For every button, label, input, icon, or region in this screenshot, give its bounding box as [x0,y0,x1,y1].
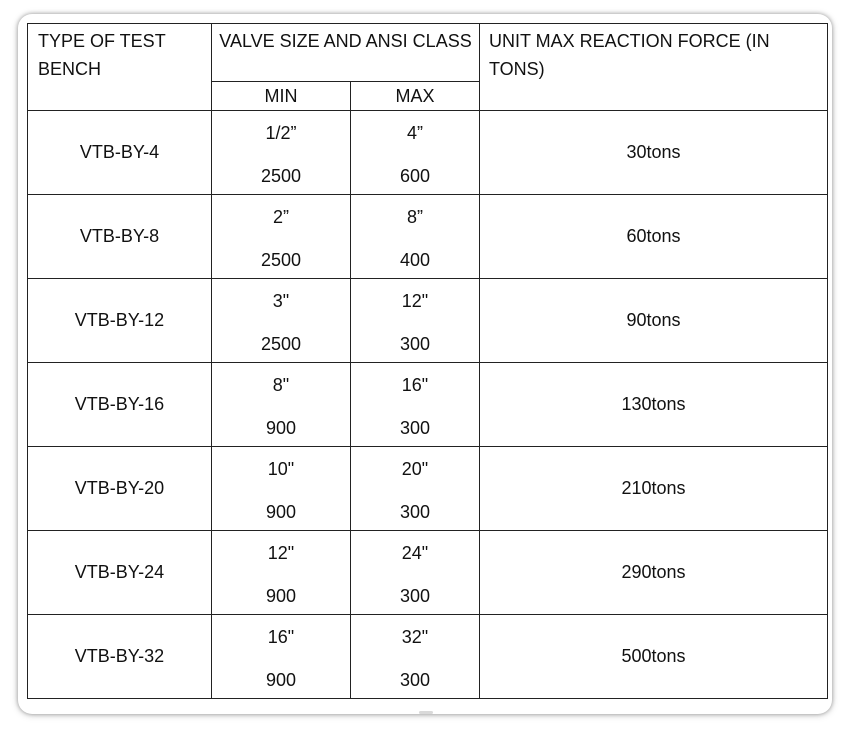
min-size: 3" [272,291,290,311]
force-cell: 30tons [480,111,828,195]
force-cell: 60tons [480,195,828,279]
table-body [28,111,828,699]
force-cell: 90tons [480,279,828,363]
table-row [28,615,828,699]
table-row [28,279,828,363]
header-min: MIN [212,82,351,111]
min-size: 12" [267,543,295,563]
max-cell [351,111,480,195]
min-size: 16" [267,627,295,647]
max-cell [351,363,480,447]
header-max: MAX [351,82,480,111]
force-cell: 210tons [480,447,828,531]
min-class: 2500 [260,250,302,270]
max-size: 16" [401,375,429,395]
max-class: 300 [399,418,431,438]
header-unit-max-reaction-force: UNIT MAX REACTION FORCE (IN TONS) [480,24,828,111]
min-class: 900 [265,670,297,690]
max-cell [351,531,480,615]
max-cell [351,279,480,363]
table-row [28,111,828,195]
min-cell [212,279,351,363]
min-class: 900 [265,502,297,522]
max-class: 300 [399,502,431,522]
min-cell [212,447,351,531]
min-size: 2” [272,207,289,227]
min-class: 900 [265,418,297,438]
table-row [28,195,828,279]
force-cell: 500tons [480,615,828,699]
model-cell: VTB-BY-32 [28,615,212,699]
max-class: 600 [399,166,431,186]
min-class: 900 [265,586,297,606]
test-bench-spec-table [27,23,828,699]
min-cell [212,195,351,279]
model-cell: VTB-BY-8 [28,195,212,279]
min-size: 8" [272,375,290,395]
max-size: 12" [401,291,429,311]
max-cell [351,615,480,699]
min-cell [212,531,351,615]
model-cell: VTB-BY-24 [28,531,212,615]
header-valve-size-and-ansi-class: VALVE SIZE AND ANSI CLASS [212,24,480,82]
max-size: 4” [406,123,423,143]
max-class: 300 [399,334,431,354]
table-row [28,531,828,615]
min-size: 10" [267,459,295,479]
min-size: 1/2” [265,123,297,143]
min-cell [212,111,351,195]
force-cell: 290tons [480,531,828,615]
scroll-indicator[interactable] [419,711,433,714]
min-cell [212,615,351,699]
model-cell: VTB-BY-20 [28,447,212,531]
max-cell [351,447,480,531]
model-cell: VTB-BY-12 [28,279,212,363]
max-class: 300 [399,586,431,606]
force-cell: 130tons [480,363,828,447]
min-class: 2500 [260,334,302,354]
header-type-of-test-bench: TYPE OF TEST BENCH [28,24,212,111]
max-size: 20" [401,459,429,479]
max-size: 32" [401,627,429,647]
max-class: 400 [399,250,431,270]
min-cell [212,363,351,447]
max-class: 300 [399,670,431,690]
max-size: 24" [401,543,429,563]
table-row [28,363,828,447]
max-size: 8” [406,207,423,227]
table-row [28,447,828,531]
max-cell [351,195,480,279]
model-cell: VTB-BY-4 [28,111,212,195]
min-class: 2500 [260,166,302,186]
model-cell: VTB-BY-16 [28,363,212,447]
